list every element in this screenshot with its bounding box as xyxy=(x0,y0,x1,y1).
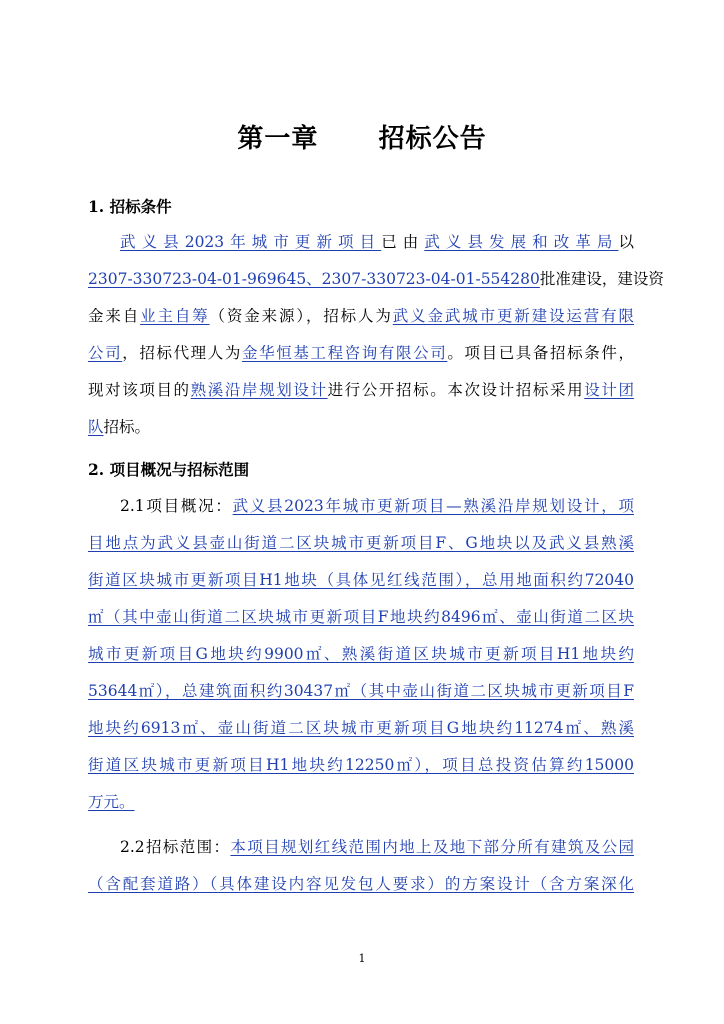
s2-p1-line-7: 地块约6913㎡、壶山街道二区块城市更新项目G地块约11274㎡、熟溪 xyxy=(88,719,634,737)
funding-source: 业主自筹 xyxy=(140,307,210,325)
s2-p1-line-2: 目地点为武义县壶山街道二区块城市更新项目F、G地块以及武义县熟溪 xyxy=(88,534,634,552)
page-number: 1 xyxy=(358,952,366,965)
s1-line-6: 队招标。 xyxy=(88,418,151,436)
tender-scope: 本项目规划红线范围内地上及地下部分所有建筑及公园 xyxy=(230,838,634,856)
s1-line-3: 金来自业主自筹（资金来源），招标人为武义金武城市更新建设运营有限 xyxy=(88,307,634,325)
chapter-title: 第一章 招标公告 xyxy=(237,124,487,154)
agent-name: 金华恒基工程咨询有限公司 xyxy=(242,344,448,362)
s2-p2-line-1: 2.2招标范围：本项目规划红线范围内地上及地下部分所有建筑及公园 xyxy=(120,838,634,856)
s2-p1-line-6: 53644㎡），总建筑面积约30437㎡（其中壶山街道二区块城市更新项目F xyxy=(88,682,634,700)
s1-line-2: 2307-330723-04-01-969645、2307-330723-04-01-554280批准建设，建设资 xyxy=(88,270,664,288)
section-1-heading: 1. 招标条件 xyxy=(88,197,172,216)
project-overview: 武义县2023年城市更新项目—熟溪沿岸规划设计，项 xyxy=(232,497,634,515)
s2-p2-line-2: （含配套道路）（具体建设内容见发包人要求）的方案设计（含方案深化 xyxy=(88,875,634,893)
s1-line-1: 武义县2023年城市更新项目已由武义县发展和改革局以 xyxy=(120,233,634,251)
s2-p1-line-4: ㎡（其中壶山街道二区块城市更新项目F地块约8496㎡、壶山街道二区块 xyxy=(88,608,634,626)
project-name-link: 武义县2023年城市更新项目 xyxy=(120,233,382,251)
s2-p1-line-3: 街道区块城市更新项目H1地块（具体见红线范围），总用地面积约72040 xyxy=(88,571,634,589)
tenderer-name: 武义金武城市更新建设运营有限 xyxy=(392,307,634,325)
s2-p1-line-1: 2.1项目概况：武义县2023年城市更新项目—熟溪沿岸规划设计，项 xyxy=(120,497,634,515)
tender-method: 设计团 xyxy=(584,381,634,399)
s1-line-5: 现对该项目的熟溪沿岸规划设计进行公开招标。本次设计招标采用设计团 xyxy=(88,381,634,399)
s2-p1-line-5: 城市更新项目G地块约9900㎡、熟溪街道区块城市更新项目H1地块约 xyxy=(88,645,634,663)
s2-p1-line-9: 万元。 xyxy=(88,793,135,811)
s2-p1-line-8: 街道区块城市更新项目H1地块约12250㎡），项目总投资估算约15000 xyxy=(88,756,634,774)
approval-authority: 武义县发展和改革局 xyxy=(424,233,619,251)
section-2-heading: 2. 项目概况与招标范围 xyxy=(88,460,250,479)
project-title: 熟溪沿岸规划设计 xyxy=(190,381,328,399)
approval-numbers: 2307-330723-04-01-969645、2307-330723-04-01-554280 xyxy=(88,270,540,288)
s1-line-4: 公司，招标代理人为金华恒基工程咨询有限公司。项目已具备招标条件， xyxy=(88,344,634,362)
